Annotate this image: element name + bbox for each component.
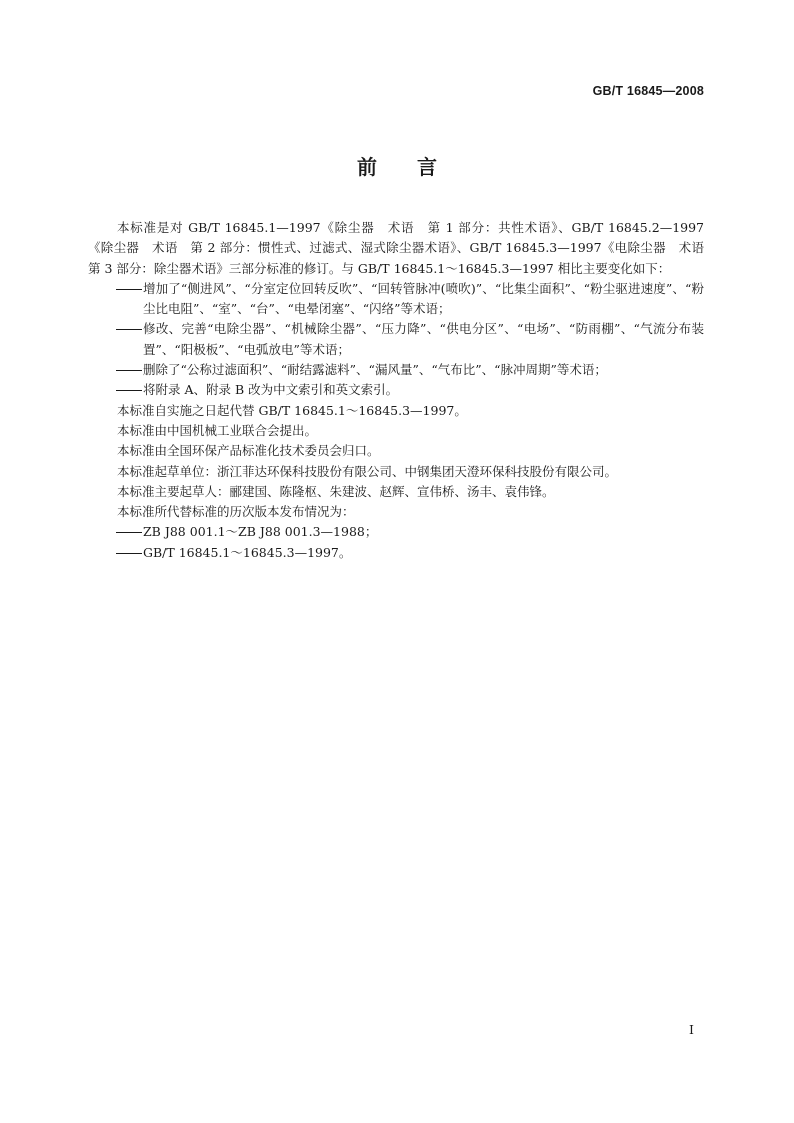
intro-paragraph: 本标准是对 GB/T 16845.1—1997《除尘器 术语 第 1 部分：共性术语》、GB/T 16845.2—1997《除尘器 术语 第 2 部分：惯性式、过滤式、湿式除尘器术语》、GB/T 16845.3—1997《电除尘器 术语 第 3 部分：除尘器术语》三部分标准的修订。与 GB/T 16845.1～16845.3—1997 相比主要变化如下： [88,220,717,276]
change-text: 将附录 A、附录 B 改为中文索引和英文索引。 [143,382,399,398]
history-text: GB/T 16845.1～16845.3—1997。 [143,544,352,560]
change-text: 删除了“公称过滤面积”、“耐结露滤料”、“漏风量”、“气布比”、“脉冲周期”等术语； [143,362,607,378]
proposer-statement: 本标准由中国机械工业联合会提出。 [117,422,318,438]
history-text: ZB J88 001.1～ZB J88 001.3—1988； [143,524,378,540]
change-item-added [88,279,704,320]
dash-marker [116,370,142,371]
replacement-statement: 本标准自实施之日起代替 GB/T 16845.1～16845.3—1997。 [117,402,467,418]
dash-marker [116,390,142,391]
drafters-statement: 本标准主要起草人：郦建国、陈隆枢、朱建波、赵辉、宣伟桥、汤丰、袁伟锋。 [117,483,555,499]
dash-marker [116,532,142,533]
change-item-appendix [88,380,704,400]
foreword-body [88,218,717,563]
page-number: I [689,1022,694,1037]
drafting-units-statement: 本标准起草单位：浙江菲达环保科技股份有限公司、中钢集团天澄环保科技股份有限公司。 [117,463,618,479]
history-item [88,543,704,563]
dash-marker [116,553,142,554]
administration-statement: 本标准由全国环保产品标准化技术委员会归口。 [117,443,380,459]
history-item [88,522,704,542]
history-intro-statement: 本标准所代替标准的历次版本发布情况为： [117,504,355,520]
standard-code: GB/T 16845—2008 [592,84,704,98]
change-item-modified [88,319,704,360]
dash-marker [116,289,142,290]
page-title: 前言 [357,155,477,179]
change-text: 增加了“侧进风”、“分室定位回转反吹”、“回转管脉冲(喷吹)”、“比集尘面积”、“粉尘驱进速度”、“粉尘比电阻”、“室”、“台”、“电晕闭塞”、“闪络”等术语； [143,280,704,317]
change-text: 修改、完善“电除尘器”、“机械除尘器”、“压力降”、“供电分区”、“电场”、“防雨棚”、“气流分布装置”、“阳极板”、“电弧放电”等术语； [143,321,704,357]
dash-marker [116,329,142,330]
change-item-deleted [88,360,704,380]
